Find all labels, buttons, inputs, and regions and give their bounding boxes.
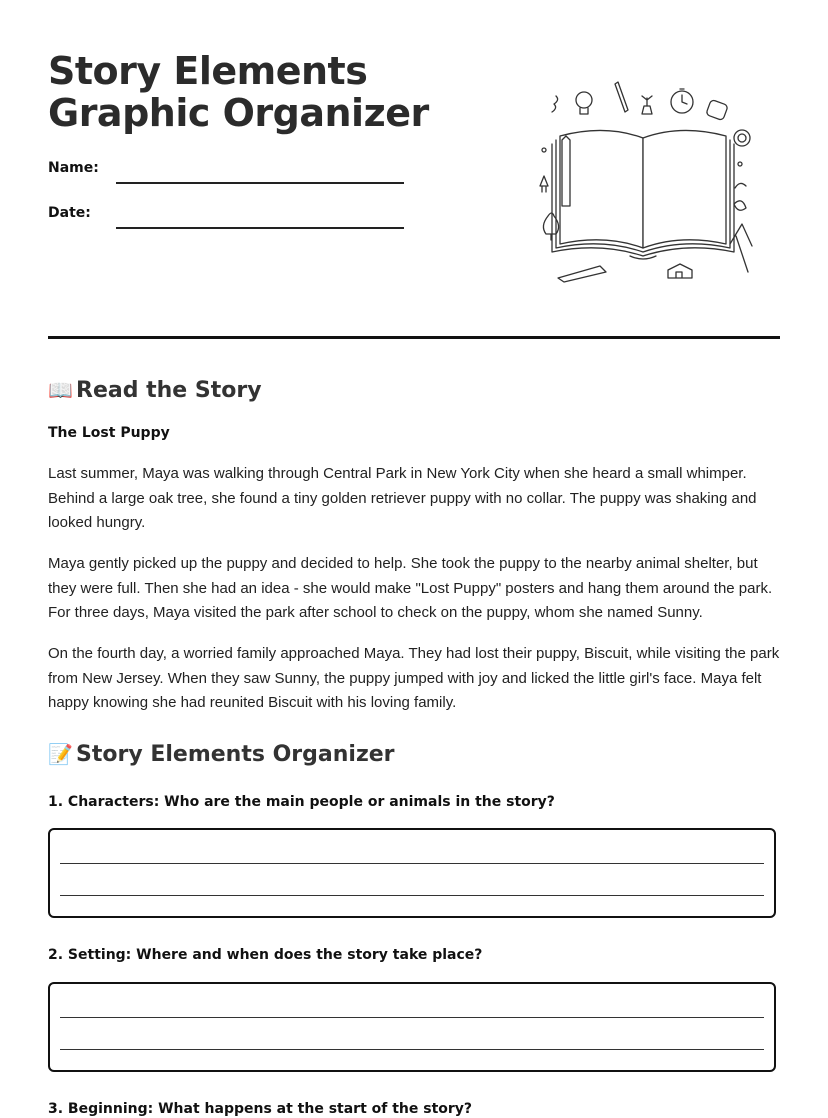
answer-box-setting[interactable] [48,982,776,1072]
story-paragraph-1: Last summer, Maya was walking through Central Park in New York City when she heard a small whimper. Behind a large oak tree, she found a tiny golden retriever puppy with no collar. The puppy was shaking and looked hungry. [48,465,757,531]
answer-box-characters[interactable] [48,828,776,918]
name-field[interactable] [48,160,408,184]
question-setting: 2. Setting: Where and when does the story take place? [48,947,483,963]
memo-icon: 📝 [48,742,73,766]
date-line[interactable] [116,227,404,229]
organizer-heading-text: Story Elements Organizer [76,742,395,767]
read-story-heading-text: Read the Story [76,378,262,403]
name-line[interactable] [116,182,404,184]
date-field[interactable] [48,205,408,229]
answer-line[interactable] [60,863,764,864]
story-paragraph-3: On the fourth day, a worried family approached Maya. They had lost their puppy, Biscuit, while visiting the park from New Jersey. When they saw Sunny, the puppy jumped with joy and licked the little girl's face. Maya felt happy knowing she had reunited Biscuit with his loving family. [48,645,780,711]
question-beginning: 3. Beginning: What happens at the start of the story? [48,1101,473,1117]
open-book-doodle-icon [530,76,760,286]
organizer-heading [48,740,395,769]
question-characters: 1. Characters: Who are the main people or animals in the story? [48,794,555,810]
answer-line[interactable] [60,1017,764,1018]
read-story-heading [48,376,262,405]
answer-line[interactable] [60,895,764,896]
name-label: Name: [48,160,99,176]
page-title: Story Elements Graphic Organizer [48,49,429,135]
story-paragraph-2: Maya gently picked up the puppy and decided to help. She took the puppy to the nearby animal shelter, but they were full. Then she had an idea - she would make "Lost Puppy" posters and hang them around the park. For three days, Maya visited the park after school to check on the puppy, whom she named Sunny. [48,555,773,621]
open-book-icon: 📖 [48,378,73,402]
section-divider [48,336,780,339]
date-label: Date: [48,205,91,221]
answer-line[interactable] [60,1049,764,1050]
story-title: The Lost Puppy [48,425,170,441]
